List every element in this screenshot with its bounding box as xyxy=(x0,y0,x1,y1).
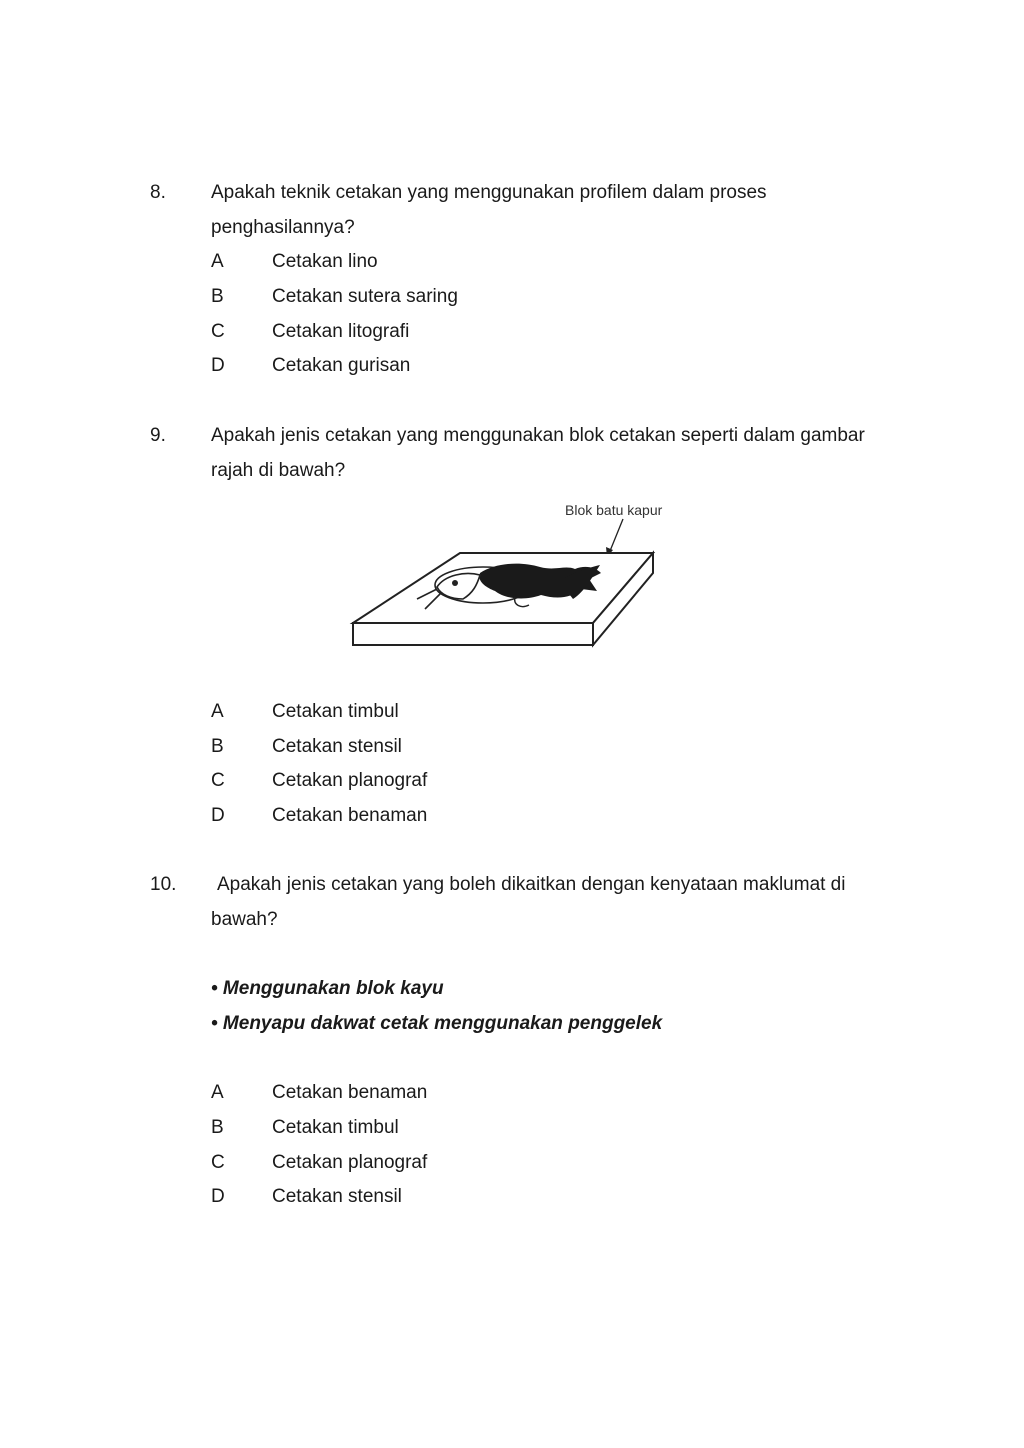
option-text: Cetakan stensil xyxy=(272,1186,402,1207)
option-c[interactable] xyxy=(0,1146,700,1180)
option-letter: D xyxy=(211,355,225,376)
option-letter: A xyxy=(211,1082,224,1103)
option-letter: D xyxy=(211,1186,225,1207)
option-letter: B xyxy=(211,1117,224,1138)
option-text: Cetakan stensil xyxy=(272,736,402,757)
option-text: Cetakan sutera saring xyxy=(272,286,458,307)
question-stem: Apakah jenis cetakan yang boleh dikaitkan dengan kenyataan maklumat di bawah? xyxy=(211,874,846,930)
option-text: Cetakan timbul xyxy=(272,1117,399,1138)
option-c[interactable] xyxy=(0,315,700,349)
option-text: Cetakan benaman xyxy=(272,805,428,826)
statement-item: • Menyapu dakwat cetak menggunakan penggelek xyxy=(211,1013,663,1034)
option-text: Cetakan lino xyxy=(272,251,378,272)
option-a[interactable] xyxy=(0,695,700,729)
option-b[interactable] xyxy=(0,730,700,764)
statement-item: • Menggunakan blok kayu xyxy=(211,978,444,999)
question-number: 8. xyxy=(150,182,166,203)
option-text: Cetakan timbul xyxy=(272,701,399,722)
figure-label: Blok batu kapur xyxy=(565,502,663,518)
option-text: Cetakan litografi xyxy=(272,321,410,342)
option-a[interactable] xyxy=(0,1076,700,1110)
option-b[interactable] xyxy=(0,1111,700,1145)
option-letter: A xyxy=(211,701,224,722)
question-stem: Apakah jenis cetakan yang menggunakan blok cetakan seperti dalam gambar rajah di bawah? xyxy=(211,425,865,481)
option-text: Cetakan benaman xyxy=(272,1082,428,1103)
option-b[interactable] xyxy=(0,280,700,314)
fish-eye xyxy=(452,580,458,586)
option-c[interactable] xyxy=(0,764,700,798)
option-text: Cetakan planograf xyxy=(272,1152,428,1173)
option-letter: C xyxy=(211,1152,225,1173)
limestone-block-figure xyxy=(345,495,695,655)
option-letter: A xyxy=(211,251,224,272)
option-a[interactable] xyxy=(0,245,700,279)
question-stem: Apakah teknik cetakan yang menggunakan profilem dalam proses penghasilannya? xyxy=(211,182,767,238)
figure-pointer-arrow xyxy=(610,519,623,551)
option-d[interactable] xyxy=(0,349,700,383)
option-d[interactable] xyxy=(0,799,700,833)
option-letter: B xyxy=(211,286,224,307)
option-text: Cetakan planograf xyxy=(272,770,428,791)
option-letter: D xyxy=(211,805,225,826)
question-number: 9. xyxy=(150,425,166,446)
option-letter: C xyxy=(211,770,225,791)
option-letter: B xyxy=(211,736,224,757)
option-text: Cetakan gurisan xyxy=(272,355,411,376)
option-letter: C xyxy=(211,321,225,342)
question-number: 10. xyxy=(150,874,177,895)
block-front-face xyxy=(353,623,593,645)
option-d[interactable] xyxy=(0,1180,700,1214)
